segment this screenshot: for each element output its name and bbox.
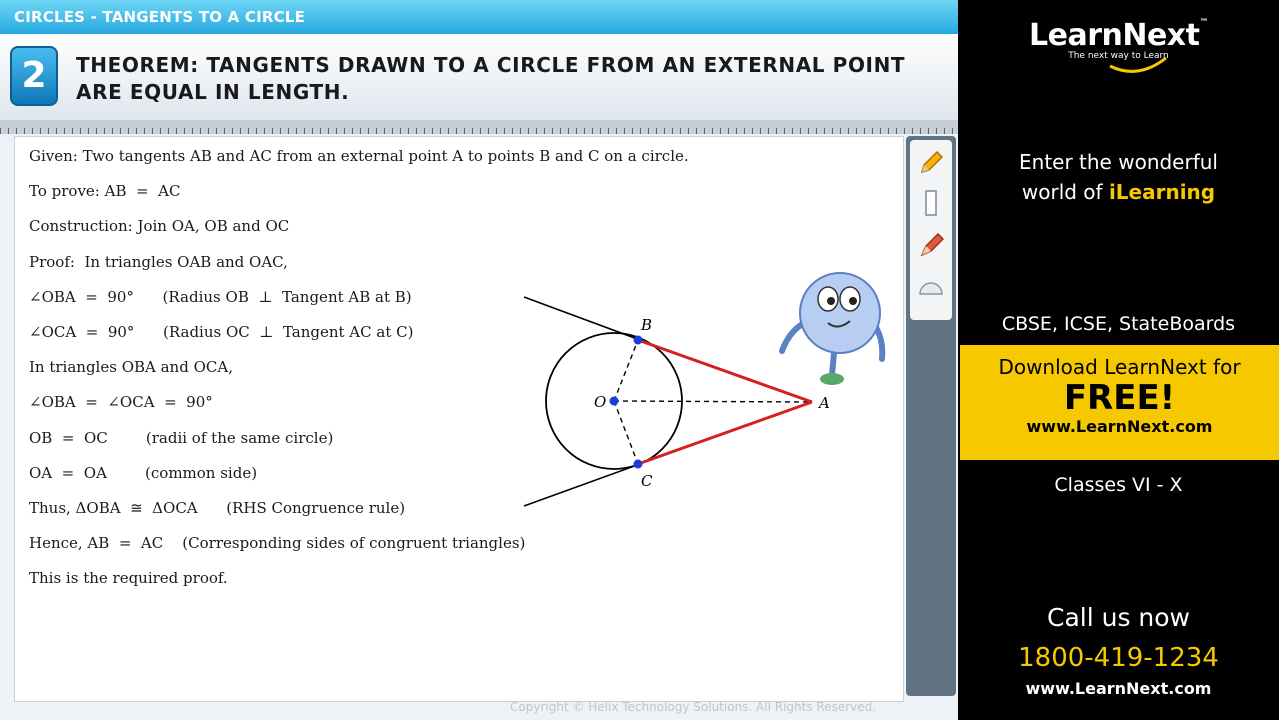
- label-b: B: [641, 316, 653, 334]
- promo-url[interactable]: www.LearnNext.com: [1026, 417, 1213, 436]
- pencil-icon[interactable]: [916, 148, 946, 178]
- website-link[interactable]: www.LearnNext.com: [1025, 679, 1212, 698]
- eraser-icon[interactable]: [916, 230, 946, 260]
- download-promo-banner[interactable]: [960, 345, 1279, 460]
- theorem-number-badge: 2: [10, 46, 58, 106]
- theorem-header: [0, 34, 958, 120]
- point-b: [634, 336, 643, 345]
- proof-line: ∠OBA = ∠OCA = 90°: [29, 393, 213, 412]
- tool-tray: [910, 140, 952, 320]
- label-c: C: [641, 472, 653, 490]
- promo-line-1: Download LearnNext for: [998, 355, 1241, 379]
- ruler-strip: [0, 120, 958, 134]
- segment-oa: [614, 401, 812, 402]
- radius-ob: [614, 340, 638, 401]
- tangent-ac: [638, 402, 812, 464]
- proof-line: OB = OC (radii of the same circle): [29, 428, 334, 447]
- theorem-line-2: ARE EQUAL IN LENGTH.: [76, 80, 350, 104]
- proof-line: Given: Two tangents AB and AC from an external point A to points B and C on a circle.: [29, 147, 689, 165]
- tangent-extension-c: [524, 464, 640, 506]
- tagline-line-1: Enter the wonderful: [1019, 150, 1218, 174]
- label-a: A: [819, 394, 830, 412]
- proof-line: ∠OBA = 90° (Radius OB ⊥ Tangent AB at B): [29, 287, 412, 306]
- radius-oc: [614, 401, 638, 464]
- proof-line: OA = OA (common side): [29, 463, 258, 482]
- proof-line: Thus, ΔOBA ≅ ΔOCA (RHS Congruence rule): [29, 498, 406, 517]
- proof-line: Construction: Join OA, OB and OC: [29, 217, 290, 236]
- tagline-line-2: [958, 180, 1279, 204]
- proof-line: Proof: In triangles OAB and OAC,: [29, 252, 288, 271]
- tagline-highlight: iLearning: [1108, 180, 1216, 204]
- proof-line: To prove: AB = AC: [29, 182, 181, 201]
- learnnext-logo: [958, 18, 1279, 61]
- proof-line: This is the required proof.: [29, 569, 228, 588]
- proof-line: ∠OCA = 90° (Radius OC ⊥ Tangent AC at C): [29, 322, 414, 341]
- logo-name: LearnNext: [1028, 18, 1200, 53]
- classes-text: Classes VI - X: [1054, 474, 1183, 496]
- label-o: O: [594, 393, 607, 411]
- logo-trademark: ™: [1199, 18, 1208, 28]
- copyright-notice: Copyright © Helix Technology Solutions. All Rights Reserved.: [510, 700, 877, 714]
- logo-swoosh-icon: [1108, 56, 1168, 76]
- tagline-prefix: world of: [1021, 180, 1109, 204]
- boards-text: CBSE, ICSE, StateBoards: [1001, 313, 1236, 335]
- promo-line-2: FREE!: [1063, 378, 1176, 418]
- drawing-toolbar: [906, 136, 956, 696]
- proof-line: Hence, AB = AC (Corresponding sides of congruent triangles): [29, 534, 526, 553]
- topic-title: CIRCLES - TANGENTS TO A CIRCLE: [14, 8, 306, 26]
- protractor-icon[interactable]: [916, 272, 946, 302]
- topic-bar: [0, 0, 958, 34]
- point-c: [634, 460, 643, 469]
- call-text: Call us now: [1046, 603, 1191, 632]
- proof-board: [14, 136, 904, 702]
- proof-line: In triangles OBA and OCA,: [29, 358, 233, 377]
- theorem-line-1: THEOREM: TANGENTS DRAWN TO A CIRCLE FROM AN EXTERNAL POINT: [76, 53, 906, 77]
- phone-number[interactable]: 1800-419-1234: [1018, 643, 1219, 673]
- point-o: [610, 397, 619, 406]
- rectangle-icon[interactable]: [916, 188, 946, 218]
- mascot-character: [770, 267, 895, 397]
- logo-tagline: The next way to Learn: [1068, 51, 1169, 61]
- theorem-statement: [76, 52, 905, 106]
